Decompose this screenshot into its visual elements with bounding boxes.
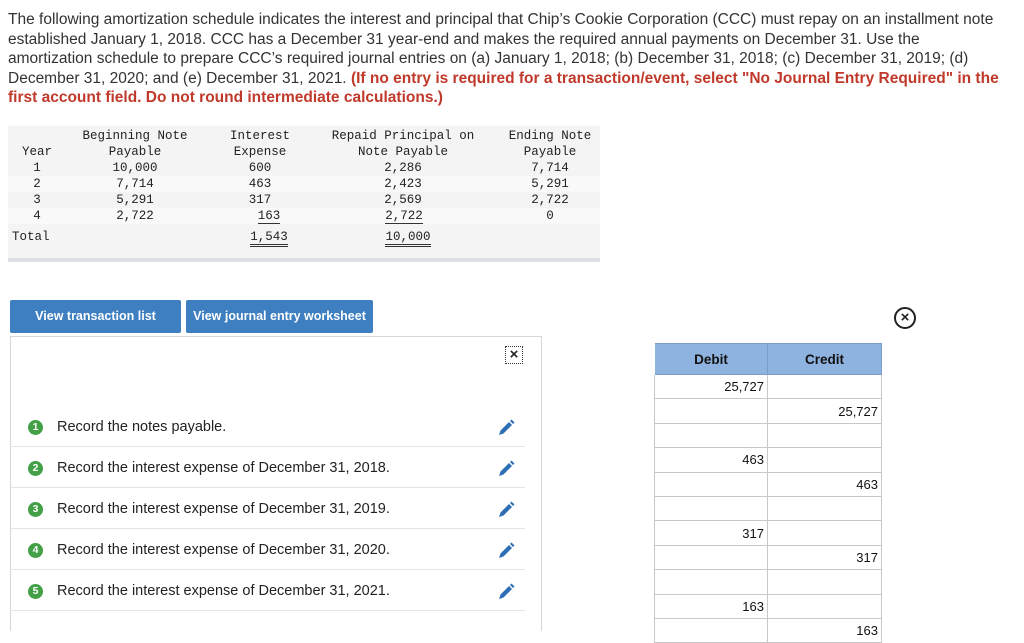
account-cell — [543, 496, 655, 520]
account-cell — [543, 375, 655, 399]
debit-cell[interactable] — [655, 570, 768, 594]
row-ending: 5,291 — [531, 177, 569, 191]
account-column-header — [543, 344, 655, 375]
total-interest-value: 1,543 — [250, 230, 288, 247]
journal-entry-table — [542, 343, 881, 639]
row-year: 1 — [33, 161, 41, 175]
account-cell — [543, 399, 655, 423]
row-year: 4 — [33, 209, 41, 223]
row-year: 2 — [33, 177, 41, 191]
row-interest: 463 — [248, 177, 272, 191]
table-row — [543, 521, 882, 545]
total-repaid-value: 10,000 — [385, 230, 430, 247]
credit-cell[interactable] — [768, 594, 882, 618]
account-cell — [543, 618, 655, 642]
schedule-row — [8, 192, 600, 208]
credit-cell[interactable] — [768, 423, 882, 447]
pencil-icon[interactable] — [496, 418, 516, 438]
debit-cell[interactable]: 463 — [655, 448, 768, 472]
account-cell — [543, 472, 655, 496]
account-cell — [543, 545, 655, 569]
header-ending-2: Payable — [523, 145, 577, 159]
header-interest-1: Interest — [229, 129, 290, 143]
schedule-row — [8, 160, 600, 176]
transaction-label: Record the interest expense of December 31, 2018. — [57, 460, 390, 476]
account-cell — [543, 521, 655, 545]
header-beginning-2: Payable — [108, 145, 162, 159]
debit-cell[interactable] — [655, 618, 768, 642]
transaction-label: Record the interest expense of December 31, 2020. — [57, 542, 390, 558]
debit-cell[interactable]: 25,727 — [655, 375, 768, 399]
schedule-bottom-border — [8, 258, 600, 262]
row-interest — [249, 208, 289, 224]
step-number-badge: 3 — [28, 502, 43, 517]
credit-cell[interactable] — [768, 448, 882, 472]
credit-cell[interactable] — [768, 375, 882, 399]
debit-cell[interactable] — [655, 472, 768, 496]
account-cell — [543, 594, 655, 618]
table-row — [543, 545, 882, 569]
credit-cell[interactable] — [768, 496, 882, 520]
close-circle-icon[interactable]: × — [894, 307, 916, 329]
total-label: Total — [12, 230, 50, 244]
credit-cell[interactable]: 163 — [768, 618, 882, 642]
row-interest-value: 163 — [257, 209, 281, 223]
pencil-icon[interactable] — [496, 582, 516, 602]
total-repaid — [368, 229, 448, 245]
debit-cell[interactable] — [655, 545, 768, 569]
list-item[interactable] — [10, 488, 525, 529]
step-number-badge: 1 — [28, 420, 43, 435]
table-row — [543, 375, 882, 399]
debit-cell[interactable] — [655, 399, 768, 423]
pencil-icon[interactable] — [496, 500, 516, 520]
account-cell — [543, 448, 655, 472]
row-ending: 7,714 — [531, 161, 569, 175]
total-interest — [234, 229, 304, 245]
list-item[interactable] — [10, 529, 525, 570]
table-row — [543, 570, 882, 594]
table-row — [543, 594, 882, 618]
table-row — [543, 423, 882, 447]
row-repaid: 2,286 — [384, 161, 422, 175]
row-repaid: 2,569 — [384, 193, 422, 207]
step-number-badge: 2 — [28, 461, 43, 476]
step-number-badge: 5 — [28, 584, 43, 599]
view-journal-worksheet-button[interactable]: View journal entry worksheet — [186, 300, 373, 333]
row-year: 3 — [33, 193, 41, 207]
header-interest-2: Expense — [233, 145, 287, 159]
row-beginning: 7,714 — [116, 177, 154, 191]
credit-cell[interactable] — [768, 570, 882, 594]
transaction-label: Record the notes payable. — [57, 419, 227, 435]
header-beginning-1: Beginning Note — [82, 129, 188, 143]
schedule-row — [8, 208, 600, 224]
close-icon[interactable]: × — [505, 346, 523, 364]
transaction-label: Record the interest expense of December 31, 2021. — [57, 583, 390, 599]
schedule-row — [8, 176, 600, 192]
table-row — [543, 618, 882, 642]
pencil-icon[interactable] — [496, 541, 516, 561]
view-transaction-list-button[interactable]: View transaction list — [10, 300, 181, 333]
table-row — [543, 399, 882, 423]
credit-cell[interactable]: 463 — [768, 472, 882, 496]
table-row — [543, 448, 882, 472]
pencil-icon[interactable] — [496, 459, 516, 479]
debit-column-header: Debit — [655, 344, 768, 375]
list-item[interactable] — [10, 406, 525, 447]
table-row — [543, 472, 882, 496]
row-ending: 0 — [546, 209, 554, 223]
transaction-label: Record the interest expense of December 31, 2019. — [57, 501, 390, 517]
row-beginning: 5,291 — [116, 193, 154, 207]
row-repaid — [374, 208, 434, 224]
row-repaid: 2,423 — [384, 177, 422, 191]
account-cell — [543, 570, 655, 594]
row-interest: 317 — [248, 193, 272, 207]
credit-cell[interactable]: 25,727 — [768, 399, 882, 423]
amortization-schedule — [8, 126, 600, 262]
question-text — [8, 10, 1008, 108]
row-repaid-value: 2,722 — [385, 209, 423, 223]
credit-cell[interactable] — [768, 521, 882, 545]
header-year: Year — [21, 145, 52, 159]
header-ending-1: Ending Note — [508, 129, 592, 143]
credit-column-header: Credit — [768, 344, 882, 375]
step-number-badge: 4 — [28, 543, 43, 558]
row-ending: 2,722 — [531, 193, 569, 207]
list-item[interactable] — [10, 447, 525, 488]
debit-cell[interactable] — [655, 496, 768, 520]
row-beginning: 10,000 — [112, 161, 158, 175]
list-item[interactable] — [10, 570, 525, 611]
row-beginning: 2,722 — [116, 209, 154, 223]
header-repaid-1: Repaid Principal on — [331, 129, 475, 143]
credit-cell[interactable]: 317 — [768, 545, 882, 569]
table-row — [543, 496, 882, 520]
header-repaid-2: Note Payable — [357, 145, 448, 159]
debit-cell[interactable]: 163 — [655, 594, 768, 618]
question-body: The following amortization schedule indicates the interest and principal that Chip’s Cookie Corporation (CCC) must repay on an installment note established January 1, 2018. CCC has a December 31 year-end and makes the required annual payments on December 31. Use the amortization schedule to prepare CCC’s required journal entries on (a) January 1, 2018; (b) December 31, 2018; (c) December 31, 2019; (d) December 31, 2020; and (e) December 31, 2021. — [8, 11, 994, 87]
row-interest: 600 — [248, 161, 272, 175]
debit-cell[interactable] — [655, 423, 768, 447]
debit-cell[interactable]: 317 — [655, 521, 768, 545]
account-cell — [543, 423, 655, 447]
question-warning: (If no entry is required for a transaction/event, select "No Journal Entry Required" in the first account field. Do not round intermediate calculations.) — [8, 69, 999, 106]
